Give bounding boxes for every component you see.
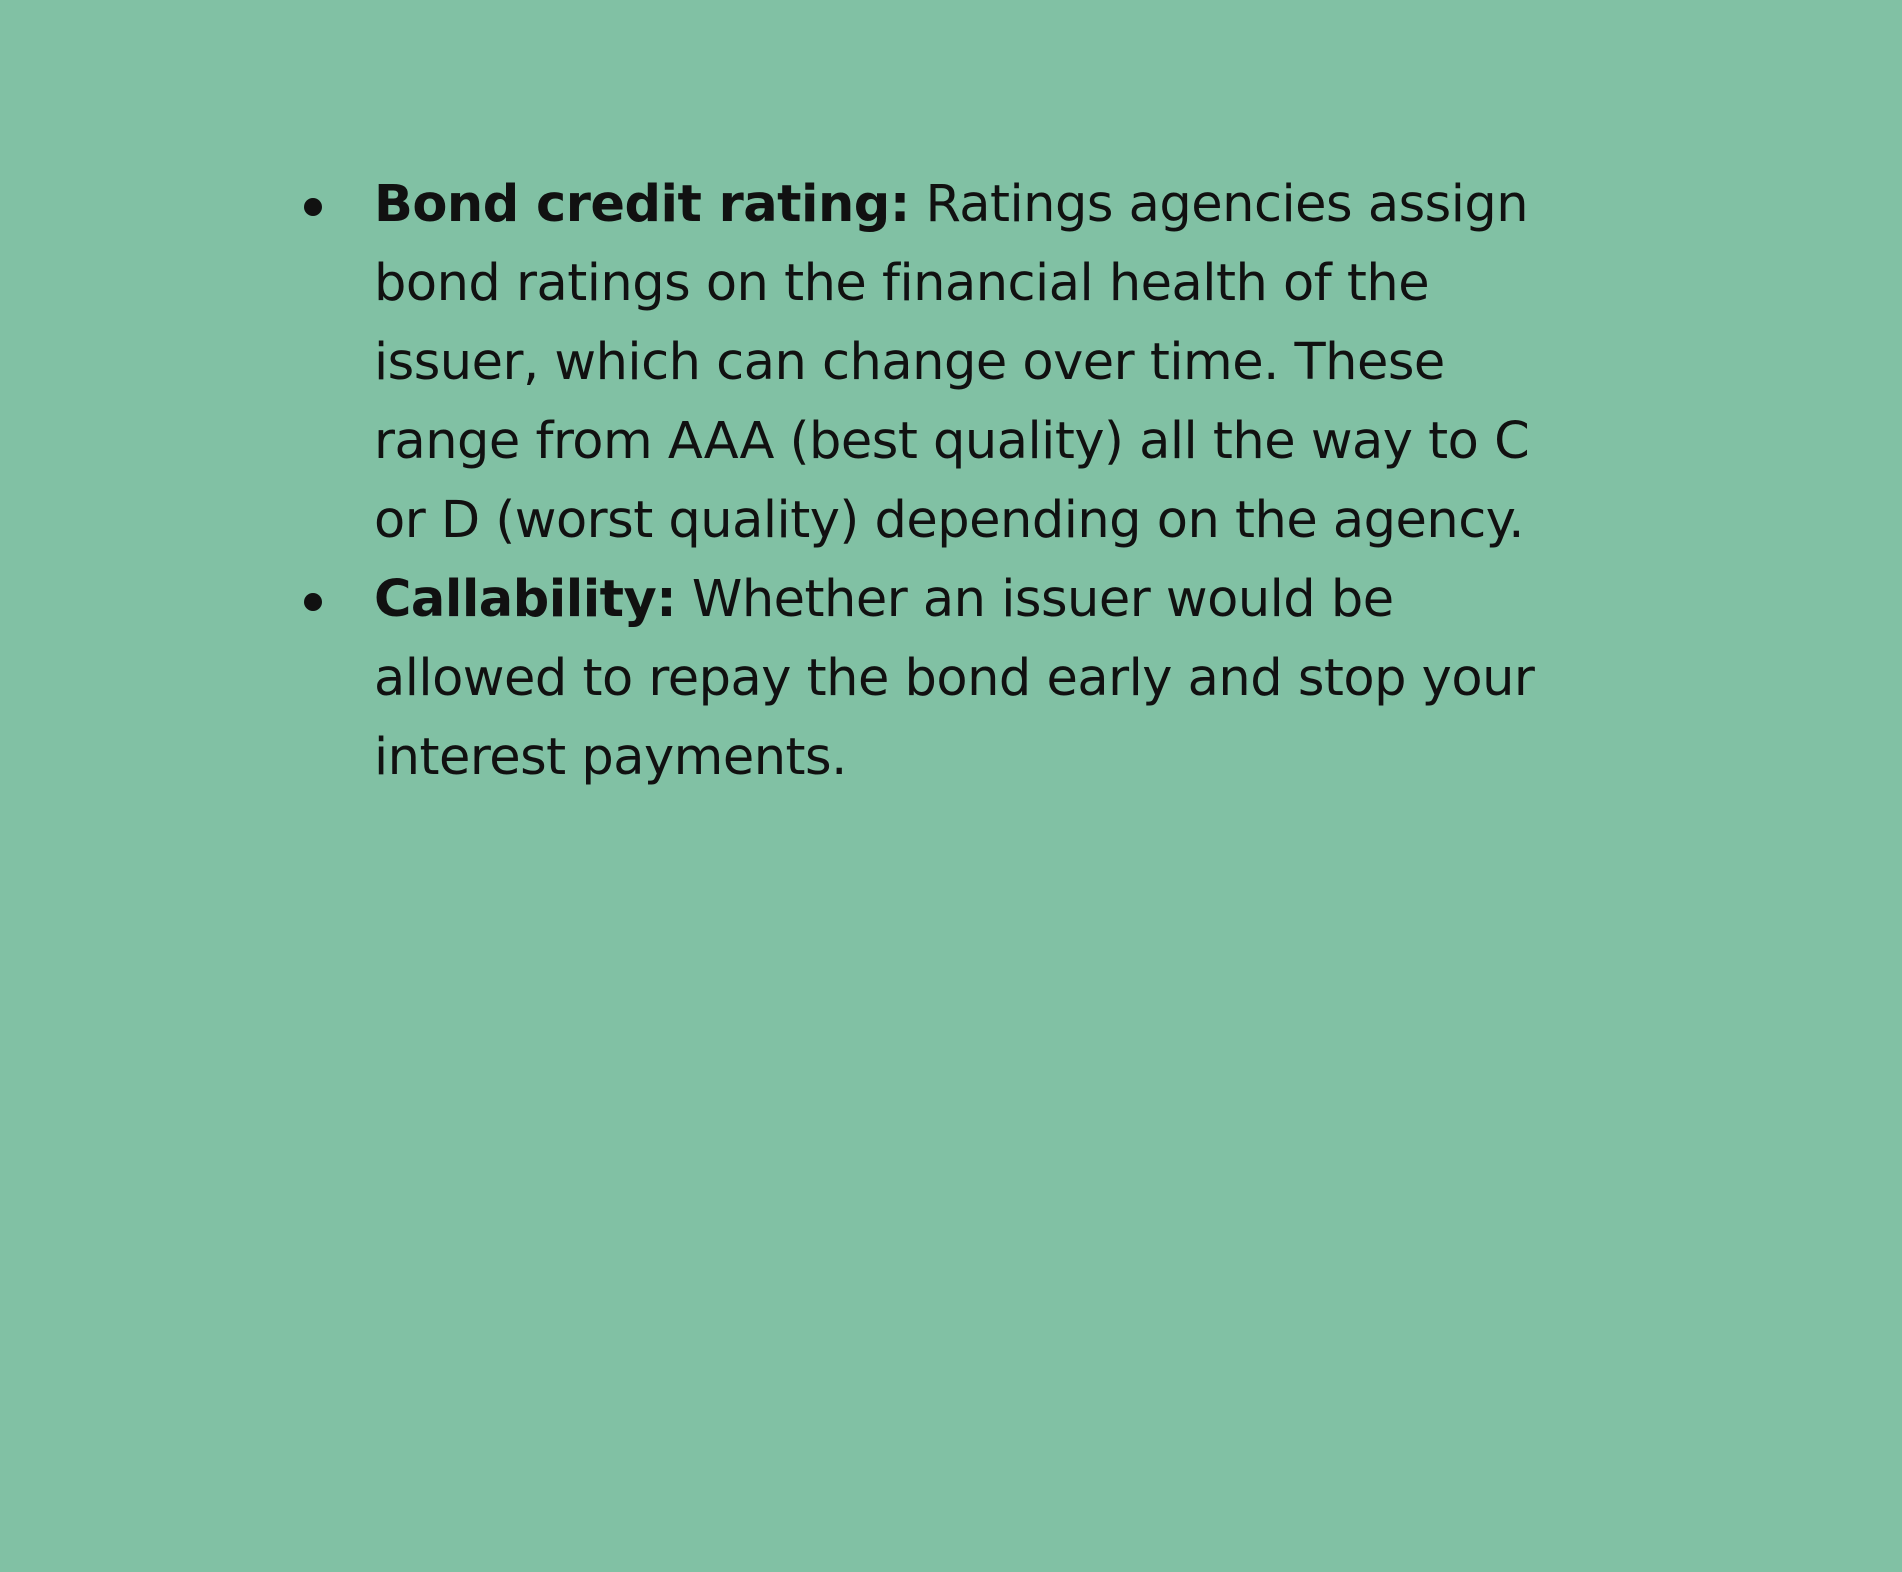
bullet-text: Ratings agencies assign bond ratings on the financial health of the issuer, which can change over time. These range from AAA (best quality) all the way to C or D (worst quality) depending on the agency. — [374, 175, 1530, 550]
bullet-point-icon — [304, 198, 322, 216]
bullet-list — [290, 165, 1590, 797]
bullet-item-callability — [290, 560, 1590, 797]
bullet-content — [290, 165, 1590, 797]
bullet-text: Whether an issuer would be allowed to repay the bond early and stop your interest payments. — [374, 570, 1535, 787]
bullet-term: Bond credit rating: — [374, 175, 910, 234]
bullet-point-icon — [304, 593, 322, 611]
bullet-term: Callability: — [374, 570, 677, 629]
bullet-item-bond-credit-rating — [290, 165, 1590, 560]
